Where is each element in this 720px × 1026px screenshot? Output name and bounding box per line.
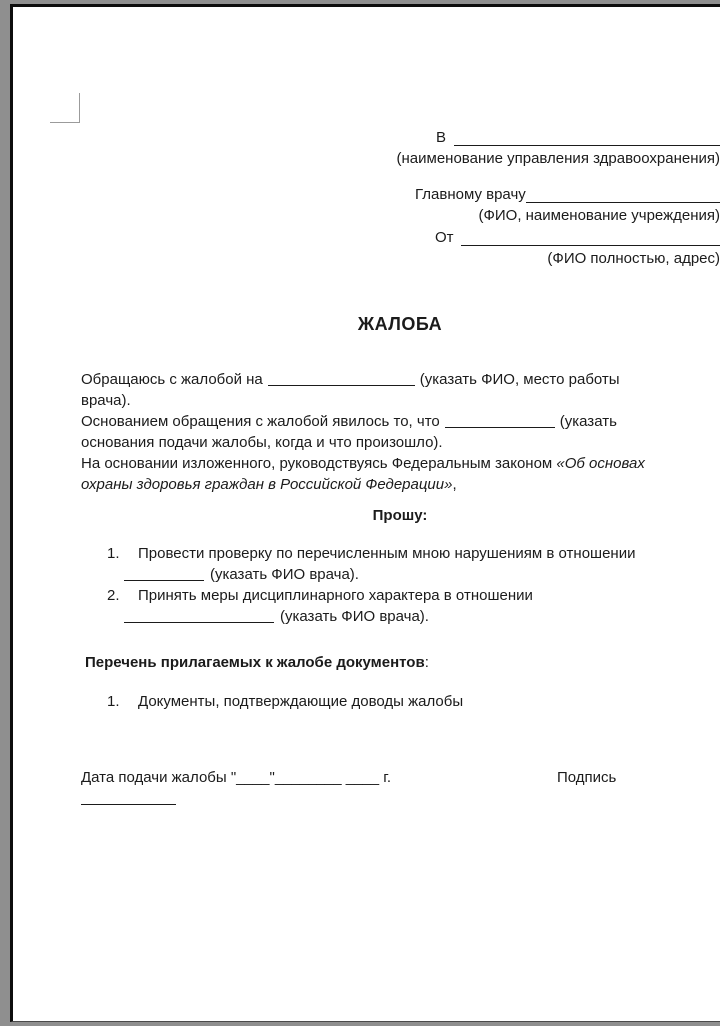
- body-paragraphs: [81, 369, 645, 495]
- list-item-number: 1.: [107, 693, 120, 710]
- chief-physician-caption: (ФИО, наименование учреждения): [478, 207, 720, 224]
- addressee-caption: (наименование управления здравоохранения): [396, 150, 720, 167]
- paragraph-1-line-2: врача).: [81, 392, 131, 409]
- chief-physician-blank-line: [526, 184, 720, 203]
- fill-in-blank: [268, 371, 415, 386]
- addressee-blank-line: [454, 127, 720, 146]
- addressee-line: [436, 127, 720, 148]
- paragraph-2-line-1: Основанием обращения с жалобой явилось то, что (указать: [81, 413, 617, 430]
- document-title: ЖАЛОБА: [357, 314, 443, 334]
- paragraph-3-line-2: охраны здоровья граждан в Российской Федерации»,: [81, 476, 457, 493]
- request-heading: Прошу:: [372, 507, 428, 524]
- addressee-label: В: [436, 129, 447, 146]
- list-item-number: 2.: [107, 587, 120, 604]
- attachments-list: [81, 691, 463, 712]
- fill-in-blank: [445, 413, 555, 428]
- list-item-continuation: (указать ФИО врача).: [124, 606, 635, 627]
- chief-physician-line: [415, 184, 720, 205]
- signature-blank-row: [81, 788, 176, 809]
- law-title-italic: «Об основах: [556, 455, 645, 472]
- fill-in-blank: [124, 566, 204, 581]
- list-item: 2. Принять меры дисциплинарного характера в отношении: [107, 587, 533, 604]
- from-caption: (ФИО полностью, адрес): [547, 250, 720, 267]
- fill-in-blank: [124, 608, 274, 623]
- attachments-heading: Перечень прилагаемых к жалобе документов:: [85, 654, 429, 671]
- text-margin-corner-mark-vertical: [79, 93, 80, 123]
- request-list: [81, 543, 635, 627]
- paragraph-3-line-1: На основании изложенного, руководствуясь Федеральным законом «Об основах: [81, 455, 645, 472]
- law-title-italic: охраны здоровья граждан в Российской Федерации»: [81, 476, 453, 493]
- from-label: От: [435, 229, 454, 246]
- text-margin-corner-mark-horizontal: [50, 122, 80, 123]
- date-line: Дата подачи жалобы "____"________ ____ г.: [81, 769, 392, 786]
- signature-label: Подпись: [557, 769, 617, 786]
- list-item: 1. Документы, подтверждающие доводы жалобы: [107, 693, 464, 710]
- list-item: 1. Провести проверку по перечисленным мною нарушениям в отношении: [107, 545, 636, 562]
- from-line: [435, 227, 720, 248]
- list-item-number: 1.: [107, 545, 120, 562]
- chief-physician-label: Главному врачу: [415, 186, 526, 203]
- paragraph-1-line-1: Обращаюсь с жалобой на (указать ФИО, место работы: [81, 371, 620, 388]
- list-item-continuation: (указать ФИО врача).: [124, 564, 635, 585]
- signature-blank-line: [81, 790, 176, 805]
- paragraph-2-line-2: основания подачи жалобы, когда и что произошло).: [81, 434, 443, 451]
- from-blank-line: [461, 227, 720, 246]
